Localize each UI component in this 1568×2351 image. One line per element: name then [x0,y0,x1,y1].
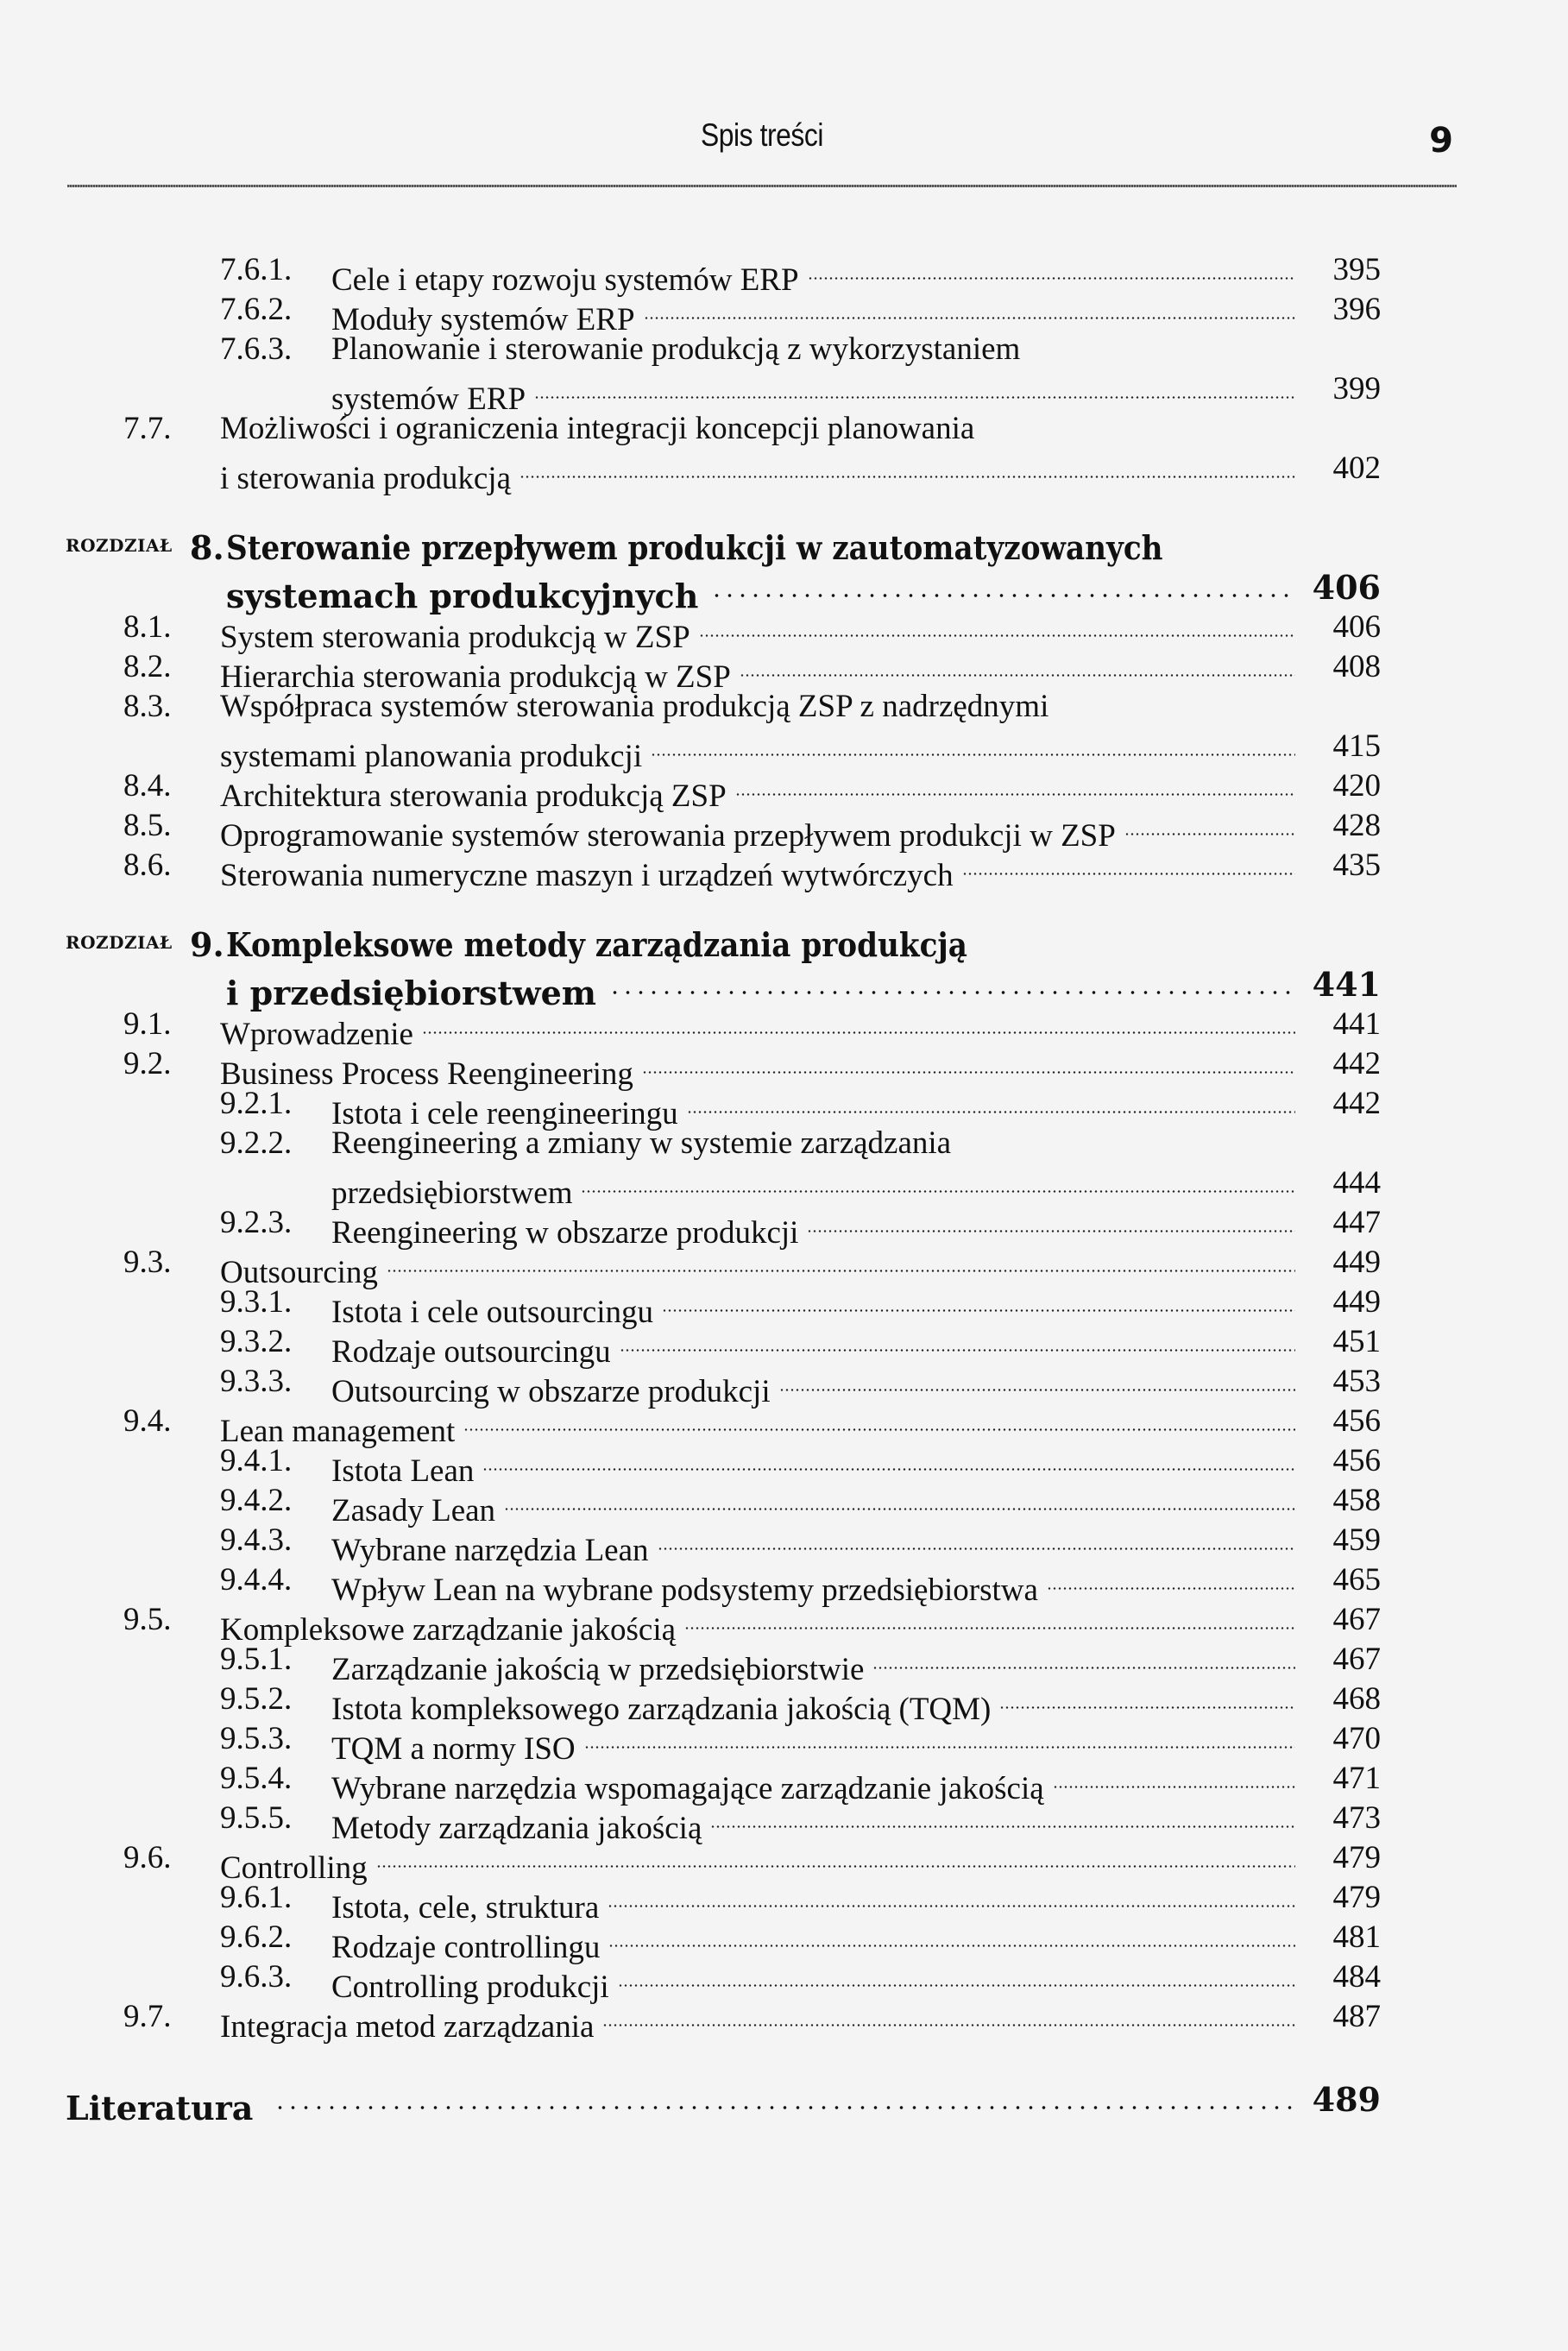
entry-number: 9.3.2. [220,1324,293,1359]
entry-title: Istota Lean [331,1453,475,1489]
entry-title-line1: Reengineering a zmiany w systemie zarządzania [331,1125,952,1161]
entry-title: Rodzaje controllingu [331,1930,601,1965]
dot-leader [1053,1759,1295,1799]
toc-entry-9-5-4[interactable] [0,1759,1568,1806]
entry-title: Integracja metod zarządzania [220,2009,595,2045]
chapter-title-line2: systemach produkcyjnych [226,577,699,615]
toc-entry-9-5-1[interactable] [0,1640,1568,1687]
entry-number: 9.5.3. [220,1721,293,1756]
toc-entry-9-5-2[interactable] [0,1680,1568,1727]
dot-leader [735,766,1295,806]
toc-entry-9-2[interactable] [0,1044,1568,1092]
page-header [67,112,1457,190]
table-of-contents [0,250,1568,2127]
entry-page: 396 [1332,292,1381,327]
entry-number: 7.6.1. [220,252,293,287]
page-number: 9 [1429,121,1453,161]
entry-title-line2: i sterowania produkcją [220,461,511,496]
entry-title: Controlling [220,1850,368,1886]
entry-title: Istota i cele reengineeringu [331,1096,678,1131]
toc-entry-9-4-1[interactable] [0,1441,1568,1489]
toc-entry-8-3-cont[interactable] [0,727,1568,774]
literatura-page: 489 [1312,2080,1381,2119]
entry-page: 451 [1332,1324,1381,1359]
entry-number: 9.5. [123,1602,172,1637]
entry-title: Reengineering w obszarze produkcji [331,1215,799,1251]
entry-page: 471 [1332,1761,1381,1796]
dot-leader [620,1322,1295,1362]
toc-entry-9-6-3[interactable] [0,1957,1568,2005]
toc-entry-8-6[interactable] [0,846,1568,893]
chapter-number: 9. [190,925,224,964]
dot-leader [807,1203,1295,1243]
toc-entry-9-3-3[interactable] [0,1362,1568,1409]
entry-number: 8.6. [123,848,172,883]
entry-leader [220,1997,1295,2047]
entry-number: 8.3. [123,689,172,724]
entry-title: Zasady Lean [331,1493,496,1528]
entry-number: 9.6. [123,1840,172,1875]
toc-entry-8-5[interactable] [0,806,1568,854]
entry-number: 9.4. [123,1403,172,1439]
running-title: Spis treści [700,117,824,153]
entry-page: 484 [1332,1959,1381,1995]
entry-title: Business Process Reengineering [220,1056,633,1092]
toc-entry-9-3[interactable] [0,1243,1568,1290]
toc-entry-8-1[interactable] [0,608,1568,655]
literatura-title: Literatura [66,2089,254,2127]
entry-page: 479 [1332,1880,1381,1915]
entry-title: Kompleksowe zarządzanie jakością [220,1612,677,1648]
entry-number: 9.3.3. [220,1364,293,1399]
dot-leader [710,1799,1295,1838]
dot-leader [662,1283,1295,1322]
entry-page: 444 [1332,1165,1381,1201]
dot-leader [687,1084,1295,1124]
entry-page: 459 [1332,1522,1381,1558]
entry-page: 467 [1332,1602,1381,1637]
dot-leader [463,1402,1295,1441]
entry-title: Zarządzanie jakością w przedsiębiorstwie [331,1652,865,1687]
chapter-9-heading[interactable] [0,925,1568,965]
chapter-label: ROZDZIAŁ [66,932,173,953]
dot-leader [644,290,1295,330]
toc-entry-7-7[interactable] [0,409,1568,449]
chapter-title-line2: i przedsiębiorstwem [226,974,597,1012]
entry-number: 9.2.2. [220,1125,293,1161]
entry-page: 428 [1332,808,1381,843]
entry-page: 442 [1332,1086,1381,1121]
toc-entry-9-2-2[interactable] [0,1124,1568,1163]
entry-page: 399 [1332,371,1381,407]
entry-page: 487 [1332,1999,1381,2034]
entry-number: 9.4.2. [220,1483,293,1518]
entry-page: 415 [1332,728,1381,764]
chapter-8-heading-cont[interactable] [0,568,1568,615]
chapter-page: 406 [1312,568,1381,607]
entry-title: Outsourcing [220,1255,378,1290]
entry-title: Wybrane narzędzia wspomagające zarządzanie jakością [331,1771,1044,1806]
entry-page: 473 [1332,1800,1381,1836]
entry-page: 458 [1332,1483,1381,1518]
entry-number: 9.3. [123,1245,172,1280]
entry-number: 8.5. [123,808,172,843]
entry-page: 442 [1332,1046,1381,1081]
entry-number: 9.6.3. [220,1959,293,1995]
entry-title: Wpływ Lean na wybrane podsystemy przedsiębiorstwa [331,1573,1038,1608]
dot-leader [962,846,1295,886]
chapter-label: ROZDZIAŁ [66,535,173,556]
entry-page: 408 [1332,649,1381,684]
entry-title: Hierarchia sterowania produkcją w ZSP [220,659,731,695]
toc-entry-9-6-2[interactable] [0,1918,1568,1965]
toc-entry-9-4[interactable] [0,1402,1568,1449]
entry-title-line2: systemów ERP [331,381,526,417]
entry-title: Lean management [220,1414,456,1449]
entry-page: 435 [1332,848,1381,883]
entry-page: 468 [1332,1681,1381,1717]
entry-number: 9.1. [123,1006,172,1042]
dot-leader [581,1163,1295,1203]
chapter-9-heading-cont[interactable] [0,965,1568,1012]
dot-leader [684,1600,1295,1640]
entry-title: Wybrane narzędzia Lean [331,1533,649,1568]
toc-entry-8-2[interactable] [0,647,1568,695]
entry-title: Istota kompleksowego zarządzania jakością (TQM) [331,1692,992,1727]
dot-leader [608,965,1295,1005]
toc-entry-7-6-1[interactable] [0,250,1568,298]
entry-number: 9.4.3. [220,1522,293,1558]
entry-leader [220,449,1295,499]
entry-number: 9.6.2. [220,1919,293,1955]
entry-number: 9.2.1. [220,1086,293,1121]
entry-page: 402 [1332,451,1381,486]
toc-entry-9-1[interactable] [0,1005,1568,1052]
toc-entry-9-5[interactable] [0,1600,1568,1648]
dot-leader [608,1878,1295,1918]
chapter-number: 8. [190,528,224,567]
toc-entry-literatura[interactable] [0,2080,1568,2127]
entry-title-line1: Planowanie i sterowanie produkcją z wykorzystaniem [331,331,1021,367]
dot-leader [808,250,1295,290]
entry-title: Outsourcing w obszarze produkcji [331,1374,771,1409]
dot-leader [1047,1560,1295,1600]
entry-number: 9.3.1. [220,1284,293,1320]
entry-number: 9.2.3. [220,1205,293,1240]
toc-entry-9-2-2-cont[interactable] [0,1163,1568,1211]
toc-entry-9-5-5[interactable] [0,1799,1568,1846]
entry-page: 449 [1332,1284,1381,1320]
dot-leader [274,2080,1295,2120]
dot-leader [376,1838,1295,1878]
entry-leader [220,846,1295,896]
toc-entry-9-2-3[interactable] [0,1203,1568,1251]
entry-number: 7.6.3. [220,331,293,367]
entry-page: 456 [1332,1443,1381,1478]
toc-entry-8-4[interactable] [0,766,1568,814]
dot-leader [504,1481,1295,1521]
entry-page: 406 [1332,609,1381,645]
chapter-title-line1: Sterowanie przepływem produkcji w zautomatyzowanych [226,528,1163,567]
toc-entry-7-7-cont[interactable] [0,449,1568,496]
entry-title: System sterowania produkcją w ZSP [220,620,690,655]
dot-leader [779,1362,1295,1402]
entry-title: Wprowadzenie [220,1017,413,1052]
dot-leader [608,1918,1295,1957]
entry-page: 447 [1332,1205,1381,1240]
toc-entry-7-6-2[interactable] [0,290,1568,337]
entry-page: 420 [1332,768,1381,804]
dot-leader [584,1719,1295,1759]
dot-leader [602,1997,1295,2037]
toc-entry-9-5-3[interactable] [0,1719,1568,1767]
toc-entry-9-3-2[interactable] [0,1322,1568,1370]
entry-title: TQM a normy ISO [331,1731,576,1767]
dot-leader [618,1957,1295,1997]
entry-title: Istota i cele outsourcingu [331,1295,653,1330]
dot-leader [534,369,1295,409]
entry-page: 453 [1332,1364,1381,1399]
entry-title: Metody zarządzania jakością [331,1811,702,1846]
entry-number: 9.5.4. [220,1761,293,1796]
entry-title: Architektura sterowania produkcją ZSP [220,778,727,814]
entry-title-line2: systemami planowania produkcji [220,739,643,774]
toc-entry-9-4-4[interactable] [0,1560,1568,1608]
entry-leader [66,2080,1295,2128]
entry-number: 9.6.1. [220,1880,293,1915]
dot-leader [387,1243,1295,1283]
chapter-title-line1: Kompleksowe metody zarządzania produkcją [226,925,967,964]
toc-entry-9-6-1[interactable] [0,1878,1568,1926]
entry-number: 9.2. [123,1046,172,1081]
entry-number: 9.5.5. [220,1800,293,1836]
dot-leader [999,1680,1295,1719]
dot-leader [642,1044,1295,1084]
entry-title: Controlling produkcji [331,1970,609,2005]
toc-entry-9-4-2[interactable] [0,1481,1568,1528]
entry-page: 441 [1332,1006,1381,1042]
dot-leader [699,608,1295,647]
entry-title: Istota, cele, struktura [331,1890,600,1926]
entry-title: Moduły systemów ERP [331,302,635,337]
entry-page: 449 [1332,1245,1381,1280]
entry-page: 479 [1332,1840,1381,1875]
entry-number: 9.5.1. [220,1642,293,1677]
dot-leader [710,568,1295,608]
entry-title-line1: Współpraca systemów sterowania produkcją ZSP z nadrzędnymi [220,689,1049,724]
entry-title: Cele i etapy rozwoju systemów ERP [331,262,799,298]
toc-entry-9-6[interactable] [0,1838,1568,1886]
entry-number: 8.4. [123,768,172,804]
header-rule [67,185,1457,187]
entry-number: 7.6.2. [220,292,293,327]
toc-entry-9-4-3[interactable] [0,1521,1568,1568]
dot-leader [658,1521,1295,1560]
dot-leader [1124,806,1295,846]
entry-title: Rodzaje outsourcingu [331,1334,611,1370]
dot-leader [651,727,1295,766]
entry-number: 7.7. [123,411,172,446]
toc-entry-7-6-3-cont[interactable] [0,369,1568,417]
dot-leader [422,1005,1295,1044]
dot-leader [482,1441,1295,1481]
chapter-page: 441 [1312,965,1381,1004]
toc-entry-9-2-1[interactable] [0,1084,1568,1131]
entry-page: 481 [1332,1919,1381,1955]
entry-title: Oprogramowanie systemów sterowania przepływem produkcji w ZSP [220,818,1116,854]
entry-page: 395 [1332,252,1381,287]
entry-page: 467 [1332,1642,1381,1677]
entry-title: Sterowania numeryczne maszyn i urządzeń wytwórczych [220,858,954,893]
entry-title-line2: przedsiębiorstwem [331,1176,573,1211]
toc-entry-9-3-1[interactable] [0,1283,1568,1330]
toc-entry-8-3[interactable] [0,687,1568,727]
toc-entry-7-6-3[interactable] [0,330,1568,369]
dot-leader [740,647,1295,687]
entry-page: 470 [1332,1721,1381,1756]
entry-title-line1: Możliwości i ograniczenia integracji koncepcji planowania [220,411,975,446]
dot-leader [872,1640,1295,1680]
dot-leader [520,449,1295,488]
chapter-8-heading[interactable] [0,528,1568,568]
entry-number: 8.1. [123,609,172,645]
entry-number: 9.4.4. [220,1562,293,1598]
entry-number: 9.4.1. [220,1443,293,1478]
entry-number: 9.7. [123,1999,172,2034]
toc-entry-9-7[interactable] [0,1997,1568,2045]
entry-page: 465 [1332,1562,1381,1598]
entry-number: 8.2. [123,649,172,684]
entry-number: 9.5.2. [220,1681,293,1717]
entry-page: 456 [1332,1403,1381,1439]
